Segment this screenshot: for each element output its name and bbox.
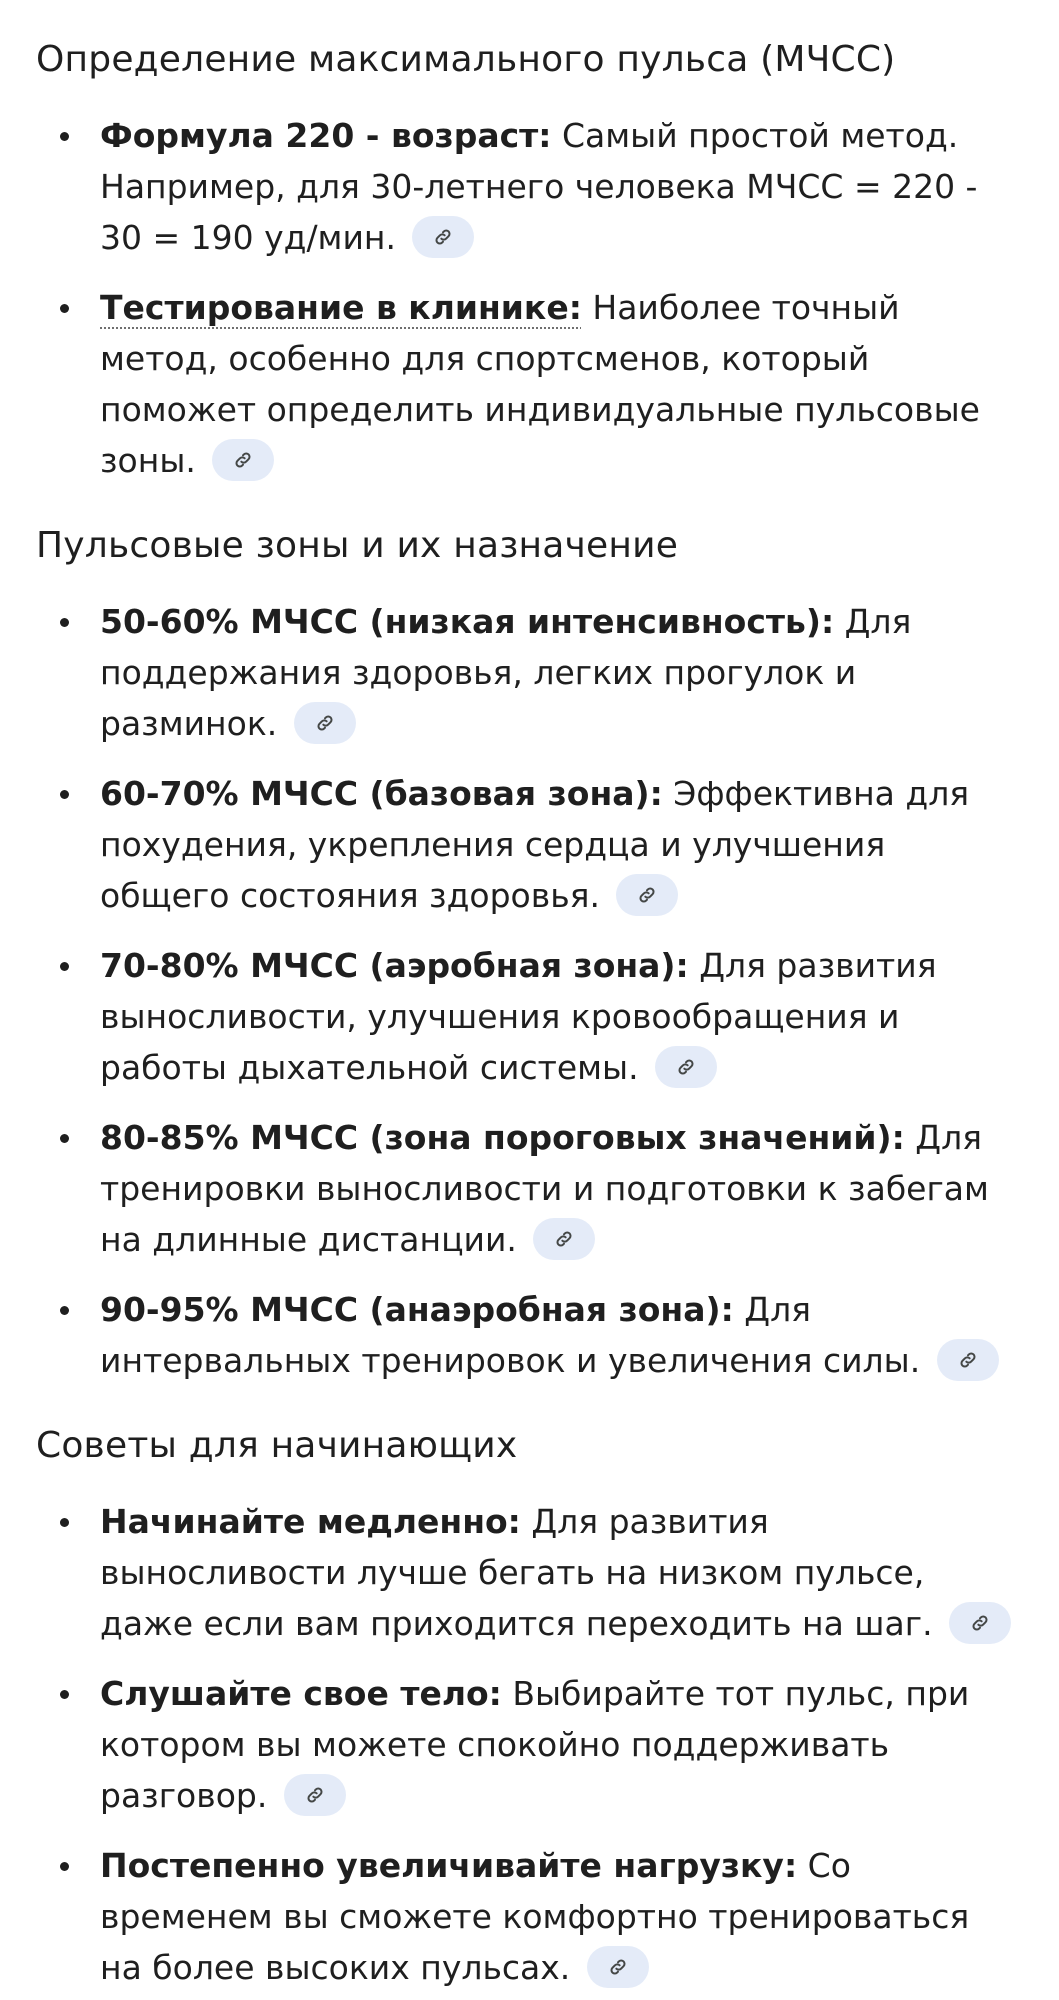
list-heart-rate-zones [36,596,1023,1386]
citation-link-button[interactable] [949,1602,1011,1644]
item-text: Со временем вы сможете комфортно тренироваться на более высоких пульсах. [100,1846,970,1987]
citation-link-button[interactable] [294,702,356,744]
link-icon [676,1057,696,1077]
citation-link-button[interactable] [212,439,274,481]
item-lead: 70-80% МЧСС (аэробная зона): [100,946,689,985]
citation-link-button[interactable] [937,1339,999,1381]
item-lead-link[interactable]: Тестирование в клинике: [100,288,582,327]
link-icon [554,1229,574,1249]
citation-link-button[interactable] [616,874,678,916]
citation-link-button[interactable] [533,1218,595,1260]
list-item [36,1284,1023,1386]
item-text: Эффективна для похудения, укрепления сердца и улучшения общего состояния здоровья. [100,774,970,915]
link-icon [637,885,657,905]
list-item [36,768,1023,921]
list-beginner-tips [36,1496,1023,1993]
citation-link-button[interactable] [587,1946,649,1988]
section-title-heart-rate-zones: Пульсовые зоны и их назначение [36,525,679,566]
item-lead: Формула 220 - возраст: [100,116,552,155]
citation-link-button[interactable] [655,1046,717,1088]
item-text: Выбирайте тот пульс, при котором вы можете спокойно поддерживать разговор. [100,1674,970,1815]
link-icon [433,227,453,247]
list-item [36,1668,1023,1821]
item-lead: 50-60% МЧСС (низкая интенсивность): [100,602,835,641]
section-title-beginner-tips: Советы для начинающих [36,1425,518,1466]
item-lead: Постепенно увеличивайте нагрузку: [100,1846,798,1885]
link-icon [233,450,253,470]
link-icon [970,1613,990,1633]
citation-link-button[interactable] [284,1774,346,1816]
item-lead: Слушайте свое тело: [100,1674,502,1713]
citation-link-button[interactable] [412,216,474,258]
item-lead: 80-85% МЧСС (зона пороговых значений): [100,1118,905,1157]
item-lead: 90-95% МЧСС (анаэробная зона): [100,1290,734,1329]
list-item [36,282,1023,486]
item-text: Самый простой метод. Например, для 30-летнего человека МЧСС = 220 - 30 = 190 уд/мин. [100,116,978,257]
link-icon [608,1957,628,1977]
list-item [36,1112,1023,1265]
link-icon [958,1350,978,1370]
section-title-max-heart-rate: Определение максимального пульса (МЧСС) [36,39,896,80]
link-icon [315,713,335,733]
list-item [36,1496,1023,1649]
item-lead: 60-70% МЧСС (базовая зона): [100,774,663,813]
item-text: Для развития выносливости, улучшения кровообращения и работы дыхательной системы. [100,946,937,1087]
list-max-heart-rate [36,110,1023,486]
item-text: Наиболее точный метод, особенно для спортсменов, который поможет определить индивидуальные пульсовые зоны. [100,288,980,480]
list-item [36,940,1023,1093]
item-text: Для интервальных тренировок и увеличения силы. [100,1290,921,1380]
item-text: Для поддержания здоровья, легких прогулок и разминок. [100,602,912,743]
item-text: Для развития выносливости лучше бегать на низком пульсе, даже если вам приходится переходить на шаг. [100,1502,933,1643]
item-lead: Начинайте медленно: [100,1502,521,1541]
list-item [36,1840,1023,1993]
list-item [36,596,1023,749]
item-text: Для тренировки выносливости и подготовки к забегам на длинные дистанции. [100,1118,989,1259]
list-item [36,110,1023,263]
link-icon [305,1785,325,1805]
